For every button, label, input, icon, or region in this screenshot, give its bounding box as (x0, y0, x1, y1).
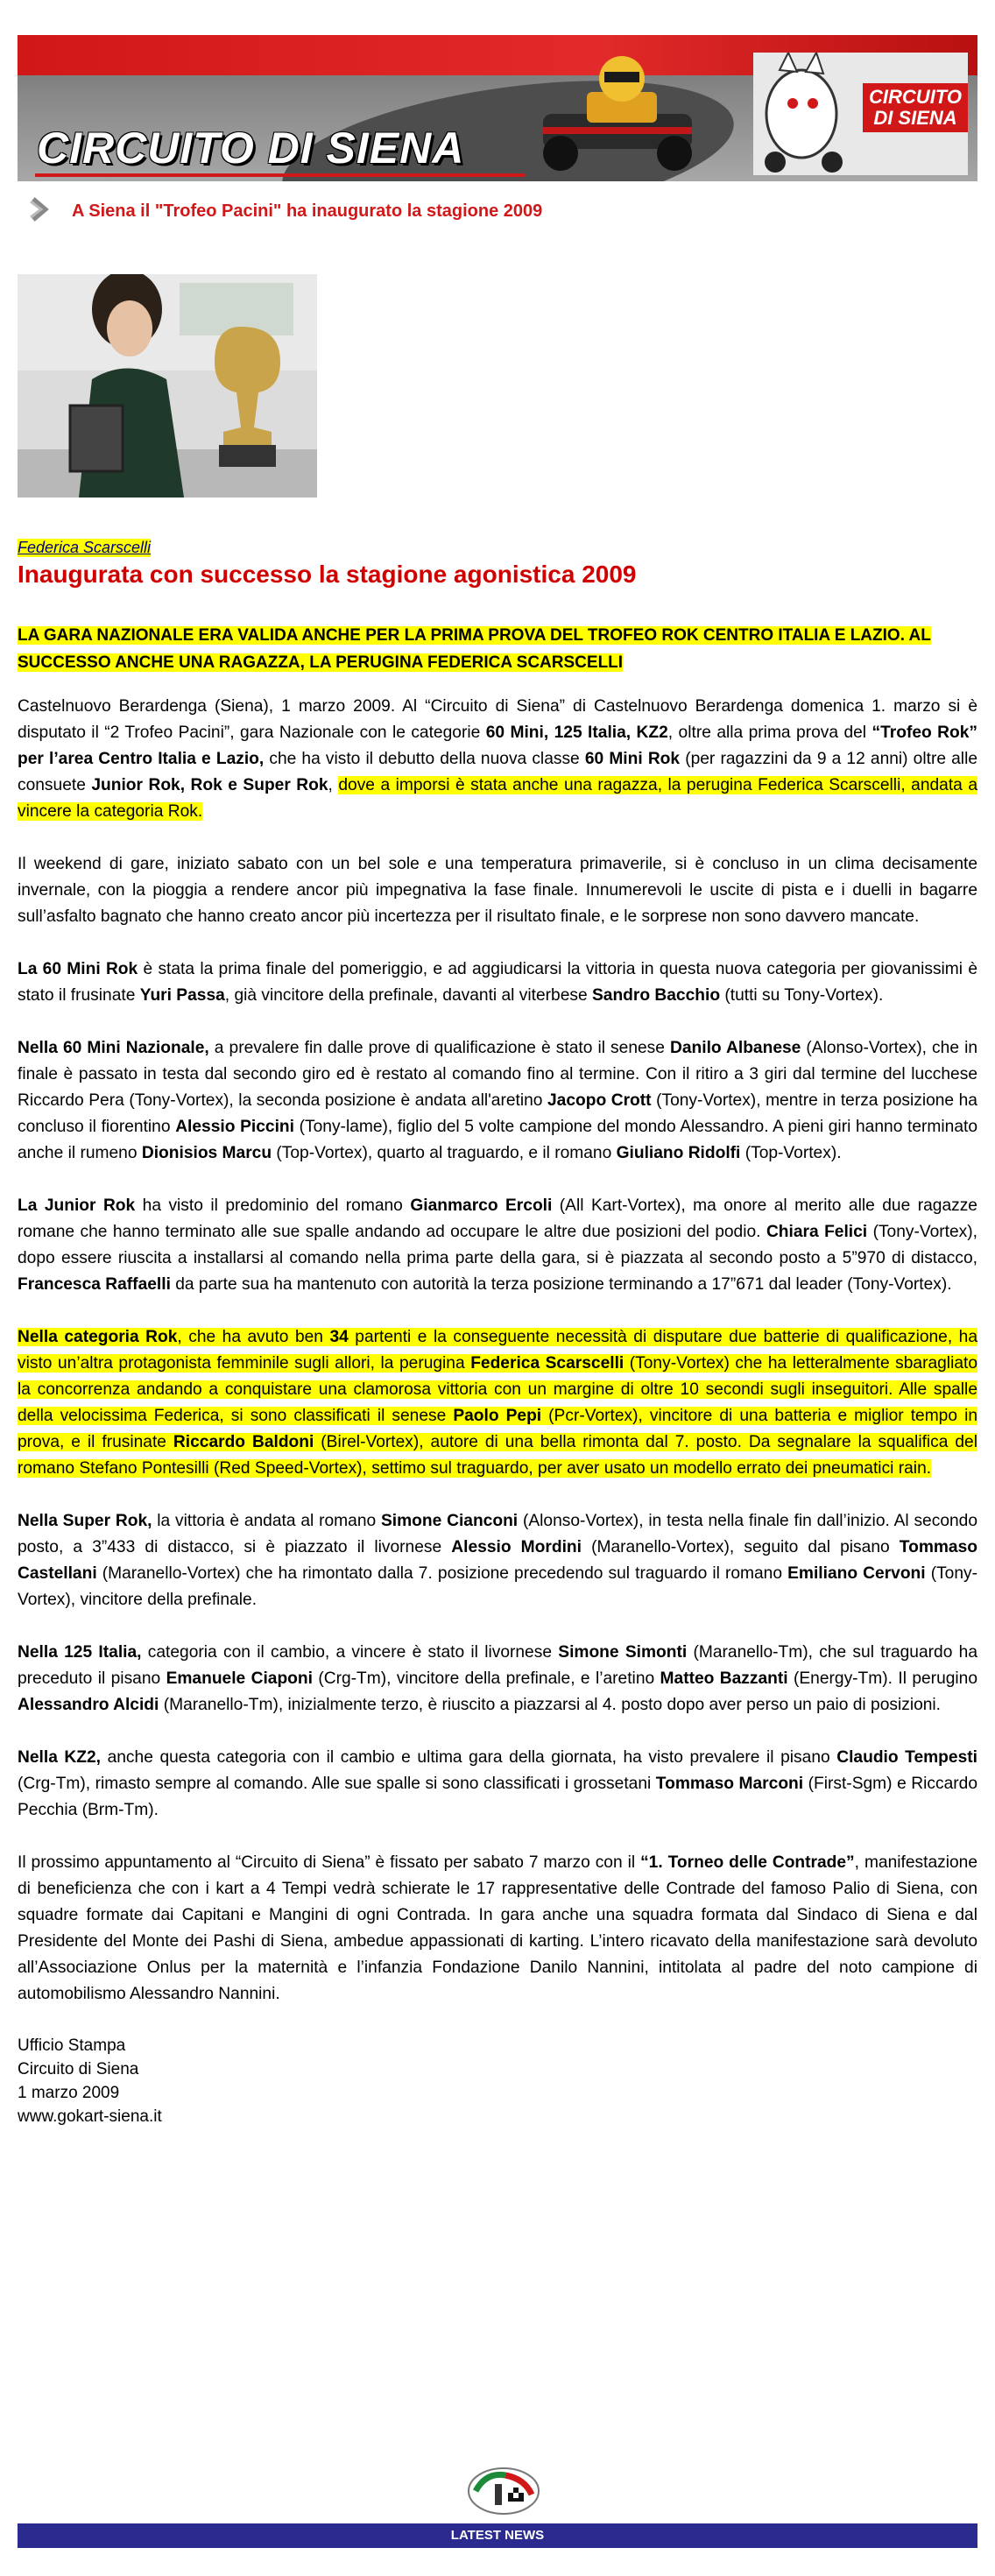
text-run: categoria con il cambio, a vincere è stato il livornese (141, 1643, 559, 1662)
bold-text: Nella 125 Italia, (18, 1643, 142, 1662)
logo-text-line-1: CIRCUITO (869, 86, 962, 108)
bold-text: Yuri Passa (139, 986, 225, 1005)
bold-text: Nella 60 Mini Nazionale, (18, 1039, 209, 1057)
bold-text: Federica Scarscelli (470, 1354, 625, 1373)
bold-text: Giuliano Ridolfi (616, 1144, 741, 1162)
text-run: (Top-Vortex). (740, 1144, 842, 1162)
text-run: (Maranello-Tm), che sul traguardo ha preceduto il pisano (18, 1643, 978, 1688)
paragraph-next-event (18, 1850, 977, 2008)
text-run: (Energy-Tm). Il perugino (787, 1669, 978, 1688)
text-run: partenti e la conseguente necessità di disputare due batterie di qualificazione, ha visto un’altra protagonista femminile sugli allori, la perugina (18, 1328, 978, 1373)
paragraph-60-mini-rok (18, 956, 977, 1009)
text-run: (Alonso-Vortex), in testa nella finale fin dall’inizio. Al secondo posto, a 3”433 di distacco, si è piazzato il livornese (18, 1512, 978, 1556)
paragraph-kz2 (18, 1745, 977, 1824)
bold-text: Sandro Bacchio (591, 986, 721, 1005)
text-run: che ha visto il debutto della nuova classe (264, 750, 585, 768)
text-run: ha visto il predominio del romano (135, 1196, 411, 1215)
text-run: , (328, 776, 339, 794)
bold-text: Matteo Bazzanti (660, 1669, 788, 1688)
federation-logo[interactable] (460, 2463, 547, 2516)
bold-text: “Trofeo Rok” per l’area Centro Italia e Lazio, (18, 723, 977, 768)
bold-text: Danilo Albanese (670, 1039, 801, 1057)
paragraph-125-italia (18, 1640, 977, 1719)
bold-text: La Junior Rok (18, 1196, 136, 1215)
bold-text: “1. Torneo delle Contrade” (640, 1853, 855, 1872)
bold-text: Paolo Pepi (453, 1407, 542, 1425)
bold-text: Tommaso Castellani (18, 1538, 977, 1583)
text-run: anche questa categoria con il cambio e ultima gara della giornata, ha visto prevalere il pisano (101, 1748, 837, 1767)
bold-text: La 60 Mini Rok (18, 960, 138, 978)
banner-title-underline (35, 173, 526, 177)
article-body (18, 694, 977, 2128)
paragraph-junior-rok (18, 1193, 977, 1298)
bold-text: Gianmarco Ercoli (410, 1196, 553, 1215)
logo-text-line-2: DI SIENA (873, 107, 957, 129)
text-run: Il prossimo appuntamento al “Circuito di Siena” è fissato per sabato 7 marzo con il (18, 1853, 641, 1872)
bold-text: Simone Cianconi (380, 1512, 519, 1530)
bold-text: Francesca Raffaelli (18, 1275, 171, 1294)
bold-text: Alessio Piccini (175, 1118, 294, 1136)
signature-line: 1 marzo 2009 (18, 2084, 120, 2102)
bold-text: Nella KZ2, (18, 1748, 102, 1767)
bold-text: Alessandro Alcidi (18, 1696, 159, 1714)
paragraph-intro (18, 694, 977, 825)
latest-news-bar[interactable]: LATEST NEWS (18, 2523, 977, 2548)
bold-text: Dionisios Marcu (141, 1144, 272, 1162)
breadcrumb-title[interactable]: A Siena il "Trofeo Pacini" ha inaugurato la stagione 2009 (72, 201, 543, 221)
text-run: (All Kart-Vortex), ma onore al merito alle due ragazze romane che hanno terminato alle sue spalle andando ad occupare le altre due posizioni del podio. (18, 1196, 977, 1241)
bold-text: Alessio Mordini (451, 1538, 582, 1556)
text-run: (First-Sgm) e Riccardo Pecchia (Brm-Tm). (18, 1775, 977, 1819)
paragraph-super-rok (18, 1508, 977, 1613)
arrow-right-icon (28, 196, 51, 222)
kart-image (508, 44, 727, 175)
text-run: (Tony-lame), figlio del 5 volte campione del mondo Alessandro. A pieni giri hanno terminato anche il rumeno (18, 1118, 978, 1162)
article-headline: Inaugurata con successo la stagione agonistica 2009 (18, 561, 637, 588)
text-run: da parte sua ha mantenuto con autorità la terza posizione terminando a 17”671 dal leader (Tony-Vortex). (170, 1275, 952, 1294)
text-run: (Tony-Vortex), dopo essere riuscita a installarsi al comando nella prima parte della gara, si è piazzata al secondo posto a 5”970 di distacco, (18, 1223, 977, 1267)
article-lead (18, 622, 977, 676)
breadcrumb[interactable] (28, 191, 974, 226)
text-run: , oltre alla prima prova del (667, 723, 872, 742)
text-run: la vittoria è andata al romano (152, 1512, 381, 1530)
signature-line: Ufficio Stampa (18, 2036, 126, 2055)
text-run: (Pcr-Vortex), vincitore di una batteria e miglior tempo in prova, e il frusinate (18, 1407, 978, 1451)
text-run: (Tony-Vortex), mentre in terza posizione ha concluso il fiorentino (18, 1091, 977, 1136)
text-run: (tutti su Tony-Vortex). (720, 986, 884, 1005)
text-run: (Maranello-Vortex) che ha rimontato dalla 7. posizione precedendo sul traguardo il romano (96, 1564, 788, 1583)
text-run: (per ragazzini da 9 a 12 anni) oltre alle consuete (18, 750, 978, 794)
text-run: (Crg-Tm), vincitore della prefinale, e l’aretino (312, 1669, 660, 1688)
article-lead-text: LA GARA NAZIONALE ERA VALIDA ANCHE PER LA PRIMA PROVA DEL TROFEO ROK CENTRO ITALIA E LAZIO. AL SUCCESSO ANCHE UNA RAGAZZA, LA PERUGINA FEDERICA SCARSCELLI (18, 626, 931, 672)
page (18, 35, 978, 2543)
text-run: è stata la prima finale del pomeriggio, e ad aggiudicarsi la vittoria in questa nuova categoria per giovanissimi è stato il frusinate (18, 960, 977, 1005)
banner-title: CIRCUITO DI SIENA (37, 124, 465, 173)
bold-text: 34 (329, 1328, 349, 1346)
paragraph-rok (18, 1324, 977, 1482)
text-run: (Birel-Vortex), autore di una bella rimonta dal 7. posto. Da segnalare la squalifica del romano Stefano Pontesilli (Red Speed-Vortex), settimo sul traguardo, per aver usato un modello errato dei pneumatici rain. (18, 1433, 977, 1478)
logo-text (863, 83, 968, 132)
bold-text: Nella Super Rok, (18, 1512, 152, 1530)
paragraph-60-mini-nazionale (18, 1035, 977, 1167)
text-run: (Maranello-Vortex), seguito dal pisano (581, 1538, 900, 1556)
signature-website[interactable]: www.gokart-siena.it (18, 2107, 162, 2126)
bold-text: Emiliano Cervoni (787, 1564, 926, 1583)
paragraph-weekend: Il weekend di gare, iniziato sabato con un bel sole e una temperatura primaverile, si è concluso in un clima decisamente invernale, con la pioggia a rendere ancor più impegnativa la fase finale. Innumerevoli le uscite di pista e i duelli in bagarre sull’asfalto bagnato che hanno creato ancor più incertezza per il risultato finale, e le sorprese non sono davvero mancate. (18, 855, 977, 926)
text-run: (Tony-Vortex) che ha letteralmente sbaragliato la concorrenza andando a conquistare una clamorosa vittoria con un margine di oltre 10 secondi sugli inseguitori. Alle spalle della velocissima Federica, si sono classificati il senese (18, 1354, 978, 1425)
text-run: Castelnuovo Berardenga (Siena), 1 marzo 2009. Al “Circuito di Siena” di Castelnuovo Berardenga domenica 1. marzo si è disputato il “2 Trofeo Pacini”, gara Nazionale con le categorie (18, 697, 977, 742)
text-run: (Top-Vortex), quarto al traguardo, e il romano (272, 1144, 617, 1162)
bold-text: Emanuele Ciaponi (166, 1669, 313, 1688)
signature-line: Circuito di Siena (18, 2060, 139, 2078)
text-run: a prevalere fin dalle prove di qualificazione è stato il senese (208, 1039, 671, 1057)
text-run: , che ha avuto ben (177, 1328, 330, 1346)
bold-text: Tommaso Marconi (655, 1775, 804, 1793)
bold-text: 60 Mini Rok (584, 750, 681, 768)
text-run: (Maranello-Tm), inizialmente terzo, è riuscito a piazzarsi al 4. posto dopo aver perso un paio di posizioni. (159, 1696, 942, 1714)
text-run: (Crg-Tm), rimasto sempre al comando. Alle sue spalle si sono classificati i grossetani (18, 1775, 656, 1793)
site-banner[interactable] (18, 35, 977, 181)
photo-caption[interactable]: Federica Scarscelli (18, 539, 152, 556)
text-run: (Alonso-Vortex), che in finale è passato in testa dal secondo giro ed è restato al comando fino al termine. Con il ritiro a 3 giri dal termine del lucchese Riccardo Pera (Tony-Vortex), la seconda posizione è andata all'aretino (18, 1039, 977, 1110)
article-photo (18, 274, 317, 498)
text-run: dove a imporsi è stata anche una ragazza, la perugina Federica Scarscelli, andata a vincere la categoria Rok. (18, 776, 977, 821)
bold-text: Simone Simonti (558, 1643, 688, 1662)
bold-text: Nella categoria Rok (18, 1328, 178, 1346)
bold-text: Junior Rok, Rok e Super Rok (91, 776, 328, 794)
signature (18, 2034, 977, 2128)
text-run: (Tony-Vortex), vincitore della prefinale. (18, 1564, 978, 1609)
bold-text: 60 Mini, 125 Italia, KZ2 (485, 723, 668, 742)
text-run: , già vincitore della prefinale, davanti al viterbese (224, 986, 592, 1005)
bold-text: Claudio Tempesti (836, 1748, 977, 1767)
bold-text: Riccardo Baldoni (173, 1433, 314, 1451)
bold-text: Jacopo Crott (547, 1091, 652, 1110)
text-run: , manifestazione di beneficienza che con i kart a 4 Tempi vedrà schierate le 17 rappresentative delle Contrade del famoso Palio di Siena, con squadre formate dai Capitani e Mangini di ogni Contrada. In gara anche una squadra formata dal Sindaco di Siena e dal Presidente del Monte dei Pashi di Siena, ambedue appassionati di karting. L’intero ricavato della manifestazione sarà devoluto all’Associazione Onlus per la maternità e l’infanzia Fondazione Danilo Nannini, intitolata al padre del noto campione di automobilismo Alessandro Nannini. (18, 1853, 977, 2003)
bold-text: Chiara Felici (766, 1223, 868, 1241)
